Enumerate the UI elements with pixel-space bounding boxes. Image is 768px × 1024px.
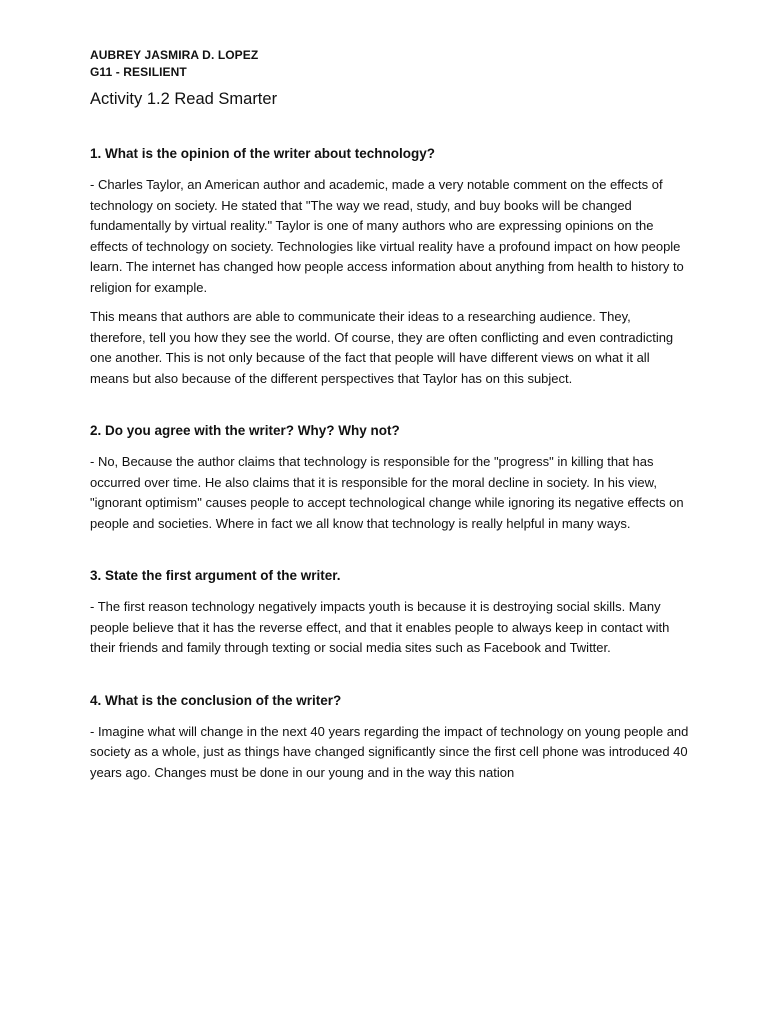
question-heading: 3. State the first argument of the writer. xyxy=(90,568,341,583)
answer-paragraph: - Charles Taylor, an American author and academic, made a very notable comment on the effects of technology on society. He stated that "The way we read, study, and buy books will be changed fundamentally by virtual reality." Taylor is one of many authors who are expressing opinions on the effects of technology on society. Technologies like virtual reality have a profound impact on how people learn. The internet has changed how people access information about anything from health to history to religion for example. xyxy=(90,177,684,295)
answer-body xyxy=(90,597,690,659)
question-block-1 xyxy=(90,144,690,389)
author-name: AUBREY JASMIRA D. LOPEZ xyxy=(90,48,259,62)
question-heading: 1. What is the opinion of the writer about technology? xyxy=(90,146,435,161)
document-content xyxy=(90,47,690,783)
answer-paragraph: - Imagine what will change in the next 40 years regarding the impact of technology on young people and society as a whole, just as things have changed significantly since the first cell phone was introduced 40 years ago. Changes must be done in our young and in the way this nation xyxy=(90,723,689,780)
answer-body xyxy=(90,175,690,389)
answer-body xyxy=(90,722,690,784)
answer-paragraph: This means that authors are able to communicate their ideas to a researching audience. They, therefore, tell you how they see the world. Of course, they are often conflicting and even contradicting one another. This is not only because of the fact that people will have different views on what it all means but also because of the different perspectives that Taylor has on this subject. xyxy=(90,309,674,386)
answer-paragraph: - No, Because the author claims that technology is responsible for the "progress" in killing that has occurred over time. He also claims that it is responsible for the moral decline in society. In his view, "ignorant optimism" causes people to accept technological change while ignoring its negative effects on people and societies. Where in fact we all know that technology is really helpful in many ways. xyxy=(90,454,684,531)
answer-paragraph: - The first reason technology negatively impacts youth is because it is destroying social skills. Many people believe that it has the reverse effect, and that it enables people to always keep in contact with their friends and family through texting or social media sites such as Facebook and Twitter. xyxy=(90,599,670,655)
author-section: G11 - RESILIENT xyxy=(90,65,187,79)
document-title: Activity 1.2 Read Smarter xyxy=(90,90,278,108)
question-block-3 xyxy=(90,566,690,659)
answer-body xyxy=(90,452,690,534)
question-heading: 4. What is the conclusion of the writer? xyxy=(90,692,342,708)
question-heading: 2. Do you agree with the writer? Why? Why not? xyxy=(90,423,400,438)
question-block-4 xyxy=(90,691,690,784)
question-block-2 xyxy=(90,421,690,534)
